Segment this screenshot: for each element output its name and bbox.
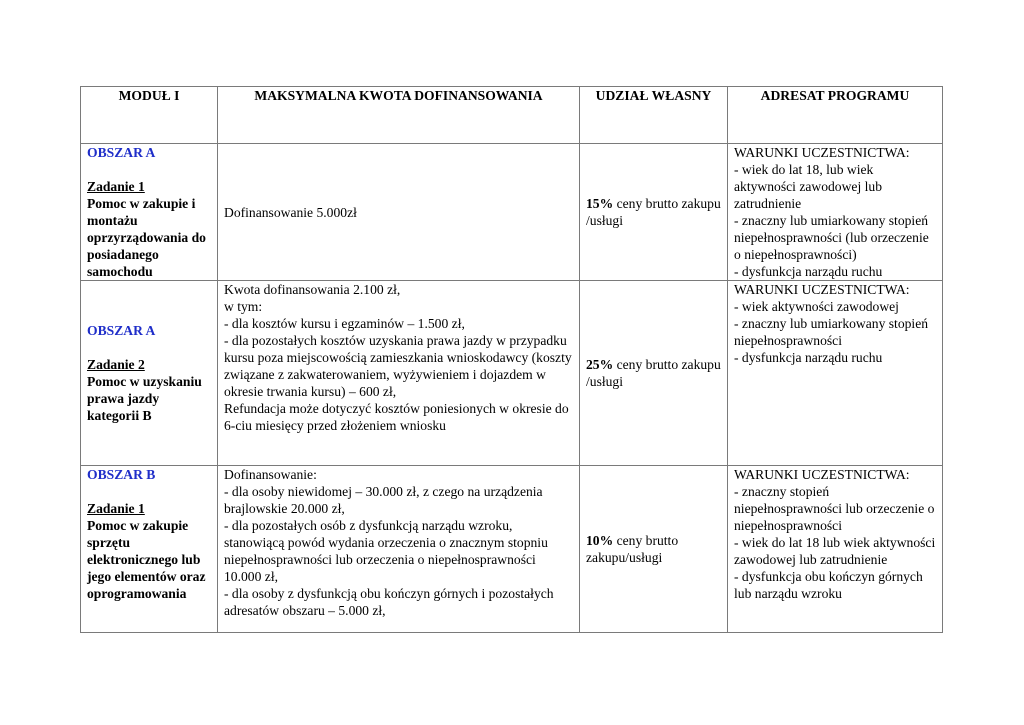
amount-cell xyxy=(218,144,580,281)
task-description: Pomoc w uzyskaniu prawa jazdy kategorii B xyxy=(87,374,202,423)
task-label: Zadanie 1 xyxy=(87,501,145,516)
table-row xyxy=(81,466,943,633)
area-label: OBSZAR A xyxy=(87,145,156,160)
amount-line: - dla osoby niewidomej – 30.000 zł, z czego na urządzenia brajlowskie 20.000 zł, xyxy=(224,484,543,516)
condition-item: - wiek do lat 18 lub wiek aktywności zawodowej lub zatrudnienie xyxy=(734,535,936,567)
recipient-cell: WARUNKI UCZESTNICTWA: - wiek aktywności zawodowej - znaczny lub umiarkowany stopień niepełnosprawności - dysfunkcja narządu ruchu xyxy=(728,281,943,466)
condition-item: - dysfunkcja obu kończyn górnych lub narządu wzroku xyxy=(734,569,923,601)
own-share-percent: 10% xyxy=(586,533,614,548)
recipient-cell: WARUNKI UCZESTNICTWA: - wiek do lat 18, lub wiek aktywności zawodowej lub zatrudnienie - znaczny lub umiarkowany stopień niepełnosprawności (lub orzeczenie o niepełnosprawności) - dysfunkcja narządu ruchu xyxy=(728,144,943,281)
header-own-share: UDZIAŁ WŁASNY xyxy=(580,87,728,144)
table-row xyxy=(81,281,943,466)
own-share-text: ceny brutto zakupu/usługi xyxy=(586,533,679,565)
amount-line: w tym: xyxy=(224,299,263,314)
amount-line: Kwota dofinansowania 2.100 zł, xyxy=(224,282,401,297)
task-description: Pomoc w zakupie i montażu oprzyrządowania do posiadanego samochodu xyxy=(87,196,206,279)
condition-item: - znaczny stopień niepełnosprawności lub orzeczenie o niepełnosprawności xyxy=(734,484,935,533)
conditions-title: WARUNKI UCZESTNICTWA xyxy=(734,282,906,297)
own-share-percent: 15% xyxy=(586,196,614,211)
header-recipient: ADRESAT PROGRAMU xyxy=(728,87,943,144)
condition-item: - wiek aktywności zawodowej xyxy=(734,299,899,314)
amount-cell xyxy=(218,466,580,633)
amount-cell xyxy=(218,281,580,466)
area-label: OBSZAR A xyxy=(87,323,156,338)
amount-line: Dofinansowanie 5.000zł xyxy=(224,204,357,220)
amount-line: - dla osoby z dysfunkcją obu kończyn górnych i pozostałych adresatów obszaru – 5.000 zł, xyxy=(224,586,554,618)
task-label: Zadanie 1 xyxy=(87,179,145,194)
module-cell xyxy=(81,281,218,466)
recipient-cell: WARUNKI UCZESTNICTWA: - znaczny stopień niepełnosprawności lub orzeczenie o niepełnosprawności - wiek do lat 18 lub wiek aktywności zawodowej lub zatrudnienie - dysfunkcja obu kończyn górnych lub narządu wzroku xyxy=(728,466,943,633)
area-label: OBSZAR B xyxy=(87,467,156,482)
condition-item: - znaczny lub umiarkowany stopień niepełnosprawności xyxy=(734,316,929,348)
own-share-cell xyxy=(580,281,728,466)
condition-item: - znaczny lub umiarkowany stopień niepełnosprawności (lub orzeczenie o niepełnosprawności) xyxy=(734,213,929,262)
amount-line: - dla pozostałych kosztów uzyskania prawa jazdy w przypadku kursu poza miejscowością zamieszkania wnioskodawcy (koszty związane z zakwaterowaniem, wyżywieniem i dojazdem w okresie trwania kursu) – 600 zł, xyxy=(224,333,572,399)
condition-item: - dysfunkcja narządu ruchu xyxy=(734,350,883,365)
module-cell xyxy=(81,144,218,281)
header-max-amount: MAKSYMALNA KWOTA DOFINANSOWANIA xyxy=(218,87,580,144)
own-share-cell xyxy=(580,466,728,633)
header-module: MODUŁ I xyxy=(81,87,218,144)
condition-item: - wiek do lat 18, lub wiek aktywności zawodowej lub zatrudnienie xyxy=(734,162,882,211)
task-description: Pomoc w zakupie sprzętu elektronicznego lub jego elementów oraz oprogramowania xyxy=(87,518,206,601)
condition-item: - dysfunkcja narządu ruchu xyxy=(734,264,883,279)
amount-line: - dla pozostałych osób z dysfunkcją narządu wzroku, stanowiącą powód wydania orzeczenia o znacznym stopniu niepełnosprawności lub orzeczenia o niepełnosprawności 10.000 zł, xyxy=(224,518,548,584)
task-label: Zadanie 2 xyxy=(87,357,145,372)
amount-line: - dla kosztów kursu i egzaminów – 1.500 zł, xyxy=(224,316,465,331)
amount-line: Refundacja może dotyczyć kosztów poniesionych w okresie do 6-ciu miesięcy przed złożeniem wniosku xyxy=(224,401,569,433)
own-share-cell xyxy=(580,144,728,281)
amount-line: Dofinansowanie: xyxy=(224,467,317,482)
conditions-title: WARUNKI UCZESTNICTWA xyxy=(734,467,906,482)
own-share-percent: 25% xyxy=(586,357,614,372)
funding-table xyxy=(80,86,943,633)
table-row xyxy=(81,144,943,281)
own-share-text: ceny brutto zakupu /usługi xyxy=(586,357,721,389)
header-row xyxy=(81,87,943,144)
conditions-title: WARUNKI UCZESTNICTWA xyxy=(734,145,906,160)
module-cell xyxy=(81,466,218,633)
own-share-text: ceny brutto zakupu /usługi xyxy=(586,196,721,228)
